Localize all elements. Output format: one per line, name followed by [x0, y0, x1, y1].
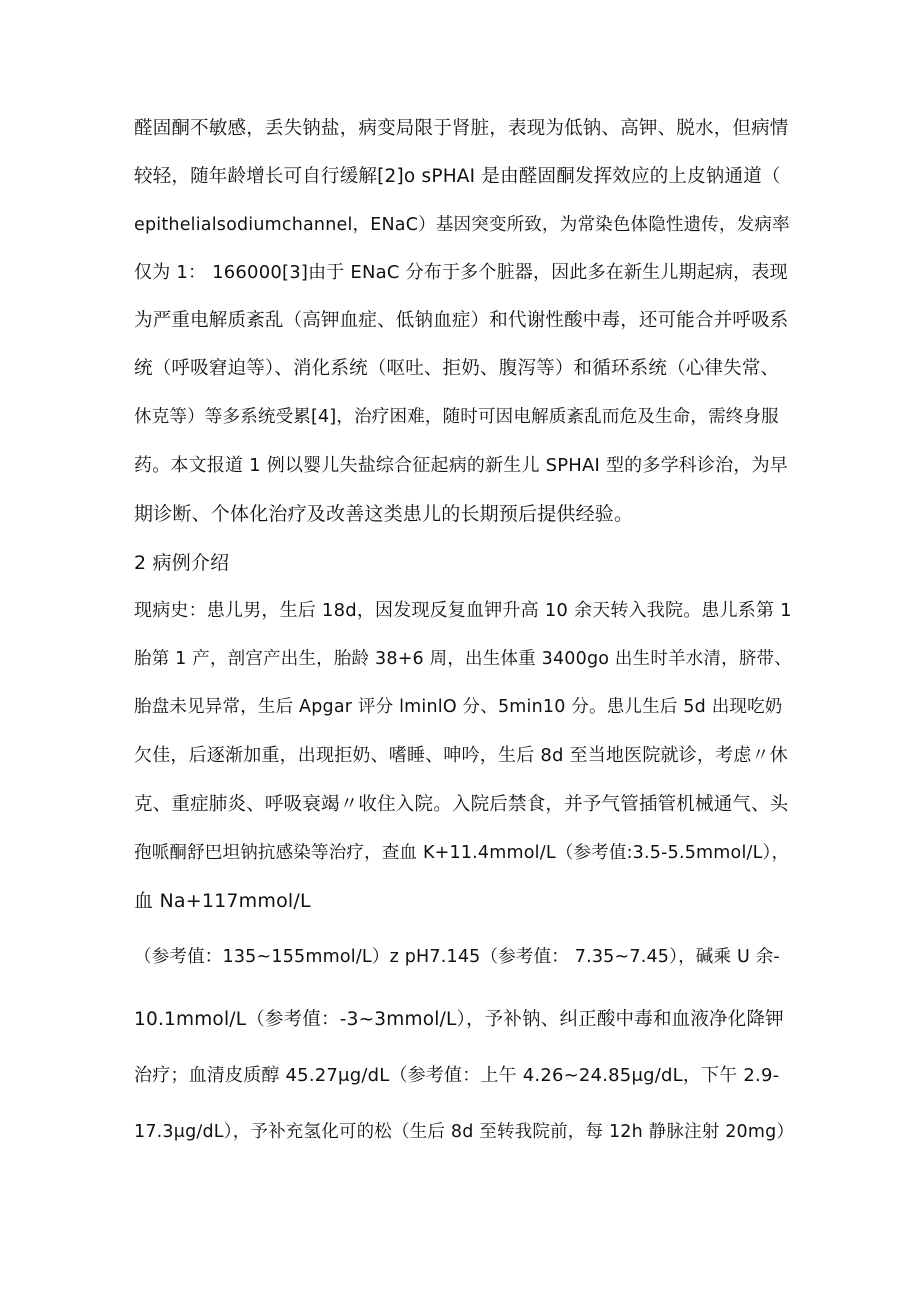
paragraph-2-line-7: 血 Na+117mmol/L [134, 890, 311, 912]
paragraph-1-line-5: 为严重电解质紊乱（高钾血症、低钠血症）和代谢性酸中毒，还可能合并呼吸系 [134, 310, 789, 331]
paragraph-1-line-7: 休克等）等多系统受累[4]，治疗困难，随时可因电解质紊乱而危及生命，需终身服 [134, 407, 779, 427]
paragraph-2-line-5: 克、重症肺炎、呼吸衰竭〃收住入院。入院后禁食，并予气管插管机械通气、头 [134, 794, 789, 815]
paragraph-2-line-1: 现病史：患儿男，生后 18d，因发现反复血钾升高 10 余天转入我院。患儿系第 1 [134, 600, 792, 621]
paragraph-2-line-6: 孢哌酮舒巴坦钠抗感染等治疗，查血 K+11.4mmol∕L（参考值:3.5-5.5mmol/L）， [134, 843, 790, 863]
paragraph-3-line-2: 10.1mmol/L（参考值：-3~3mmol/L），予补钠、纠正酸中毒和血液净化降钾 [134, 1009, 784, 1030]
paragraph-1-line-9: 期诊断、个体化治疗及改善这类患儿的长期预后提供经验。 [134, 503, 634, 525]
paragraph-1-line-2: 较轻，随年龄增长可自行缓解[2]o sPHAI 是由醛固酮发挥效应的上皮钠通道（ [134, 166, 781, 187]
paragraph-3-line-1: （参考值：135~155mmol/L）z pH7.145（参考值： 7.35~7.45），碱乘 U 余- [134, 947, 780, 967]
paragraph-1-line-3: epithelialsodiumchannel，ENaC）基因突变所致，为常染色体隐性遗传，发病率 [134, 215, 790, 235]
section-heading: 2 病例介绍 [134, 552, 230, 574]
paragraph-3-line-4: 17.3μg∕dL），予补充氢化可的松（生后 8d 至转我院前，每 12h 静脉注射 20mg） [134, 1122, 795, 1142]
paragraph-2-line-4: 欠佳，后逐渐加重，出现拒奶、嗜睡、呻吟，生后 8d 至当地医院就诊，考虑〃休 [134, 745, 788, 766]
paragraph-2-line-3: 胎盘未见异常，生后 Apgar 评分 lminlO 分、5min10 分。患儿生后 5d 出现吃奶 [134, 697, 783, 717]
paragraph-3-line-3: 治疗；血清皮质醇 45.27μg∕dL（参考值：上午 4.26~24.85μg/dL，下午 2.9- [134, 1065, 780, 1086]
paragraph-1-line-8: 药。本文报道 1 例以婴儿失盐综合征起病的新生儿 SPHAI 型的多学科诊治，为早 [134, 455, 788, 476]
paragraph-1-line-4: 仅为 1： 166000[3]由于 ENaC 分布于多个脏器，因此多在新生儿期起病，表现 [134, 262, 788, 283]
paragraph-1-line-1: 醛固酮不敏感，丢失钠盐，病变局限于肾脏，表现为低钠、高钾、脱水，但病情 [134, 118, 789, 139]
paragraph-1-line-6: 统（呼吸窘迫等）、消化系统（呕吐、拒奶、腹泻等）和循环系统（心律失常、 [134, 358, 780, 379]
paragraph-2-line-2: 胎第 1 产，剖宫产出生，胎龄 38+6 周，出生体重 3400go 出生时羊水清，脐带、 [134, 649, 792, 669]
